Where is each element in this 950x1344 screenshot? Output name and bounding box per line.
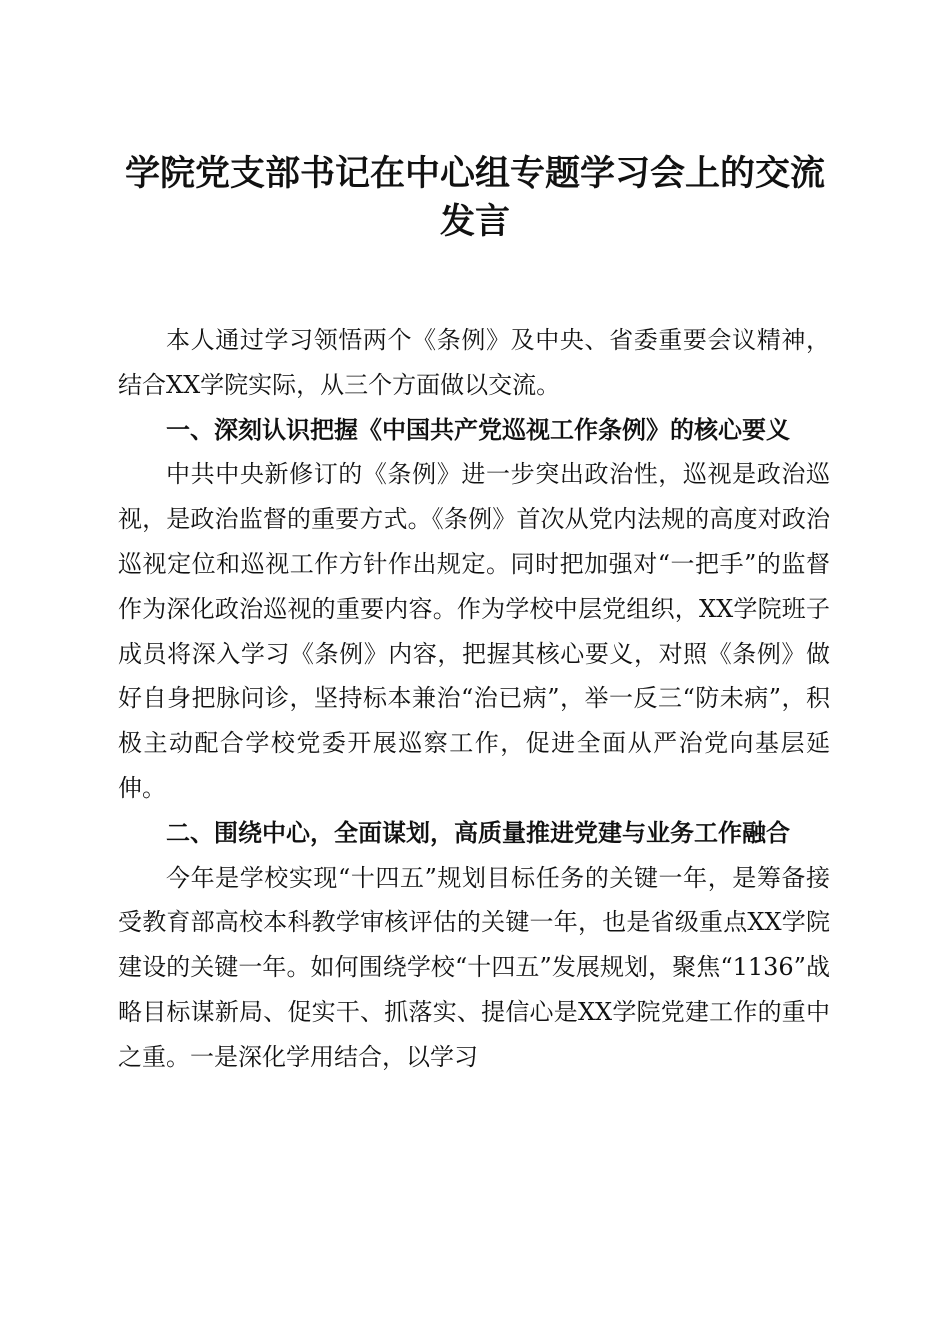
section-paragraph-1: 中共中央新修订的《条例》进一步突出政治性，巡视是政治巡视，是政治监督的重要方式。《条例》首次从党内法规的高度对政治巡视定位和巡视工作方针作出规定。同时把加强对“一把手”的监督作为深化政治巡视的重要内容。作为学校中层党组织，XX学院班子成员将深入学习《条例》内容，把握其核心要义，对照《条例》做好自身把脉问诊，坚持标本兼治“治已病”，举一反三“防未病”，积极主动配合学校党委开展巡察工作，促进全面从严治党向基层延伸。: [118, 460, 830, 802]
document-title: 学院党支部书记在中心组专题学习会上的交流发言: [124, 153, 825, 242]
section-heading-1: 一、深刻认识把握《中国共产党巡视工作条例》的核心要义: [166, 415, 790, 444]
document-body: [118, 318, 830, 1080]
intro-paragraph: 本人通过学习领悟两个《条例》及中央、省委重要会议精神，结合XX学院实际，从三个方面做以交流。: [118, 326, 830, 399]
section-heading-2: 二、围绕中心，全面谋划，高质量推进党建与业务工作融合: [166, 818, 790, 847]
section-paragraph-2: 今年是学校实现“十四五”规划目标任务的关键一年，是筹备接受教育部高校本科教学审核评估的关键一年，也是省级重点XX学院建设的关键一年。如何围绕学校“十四五”发展规划，聚焦“1136”战略目标谋新局、促实干、抓落实、提信心是XX学院党建工作的重中之重。一是深化学用结合，以学习: [118, 863, 830, 1071]
